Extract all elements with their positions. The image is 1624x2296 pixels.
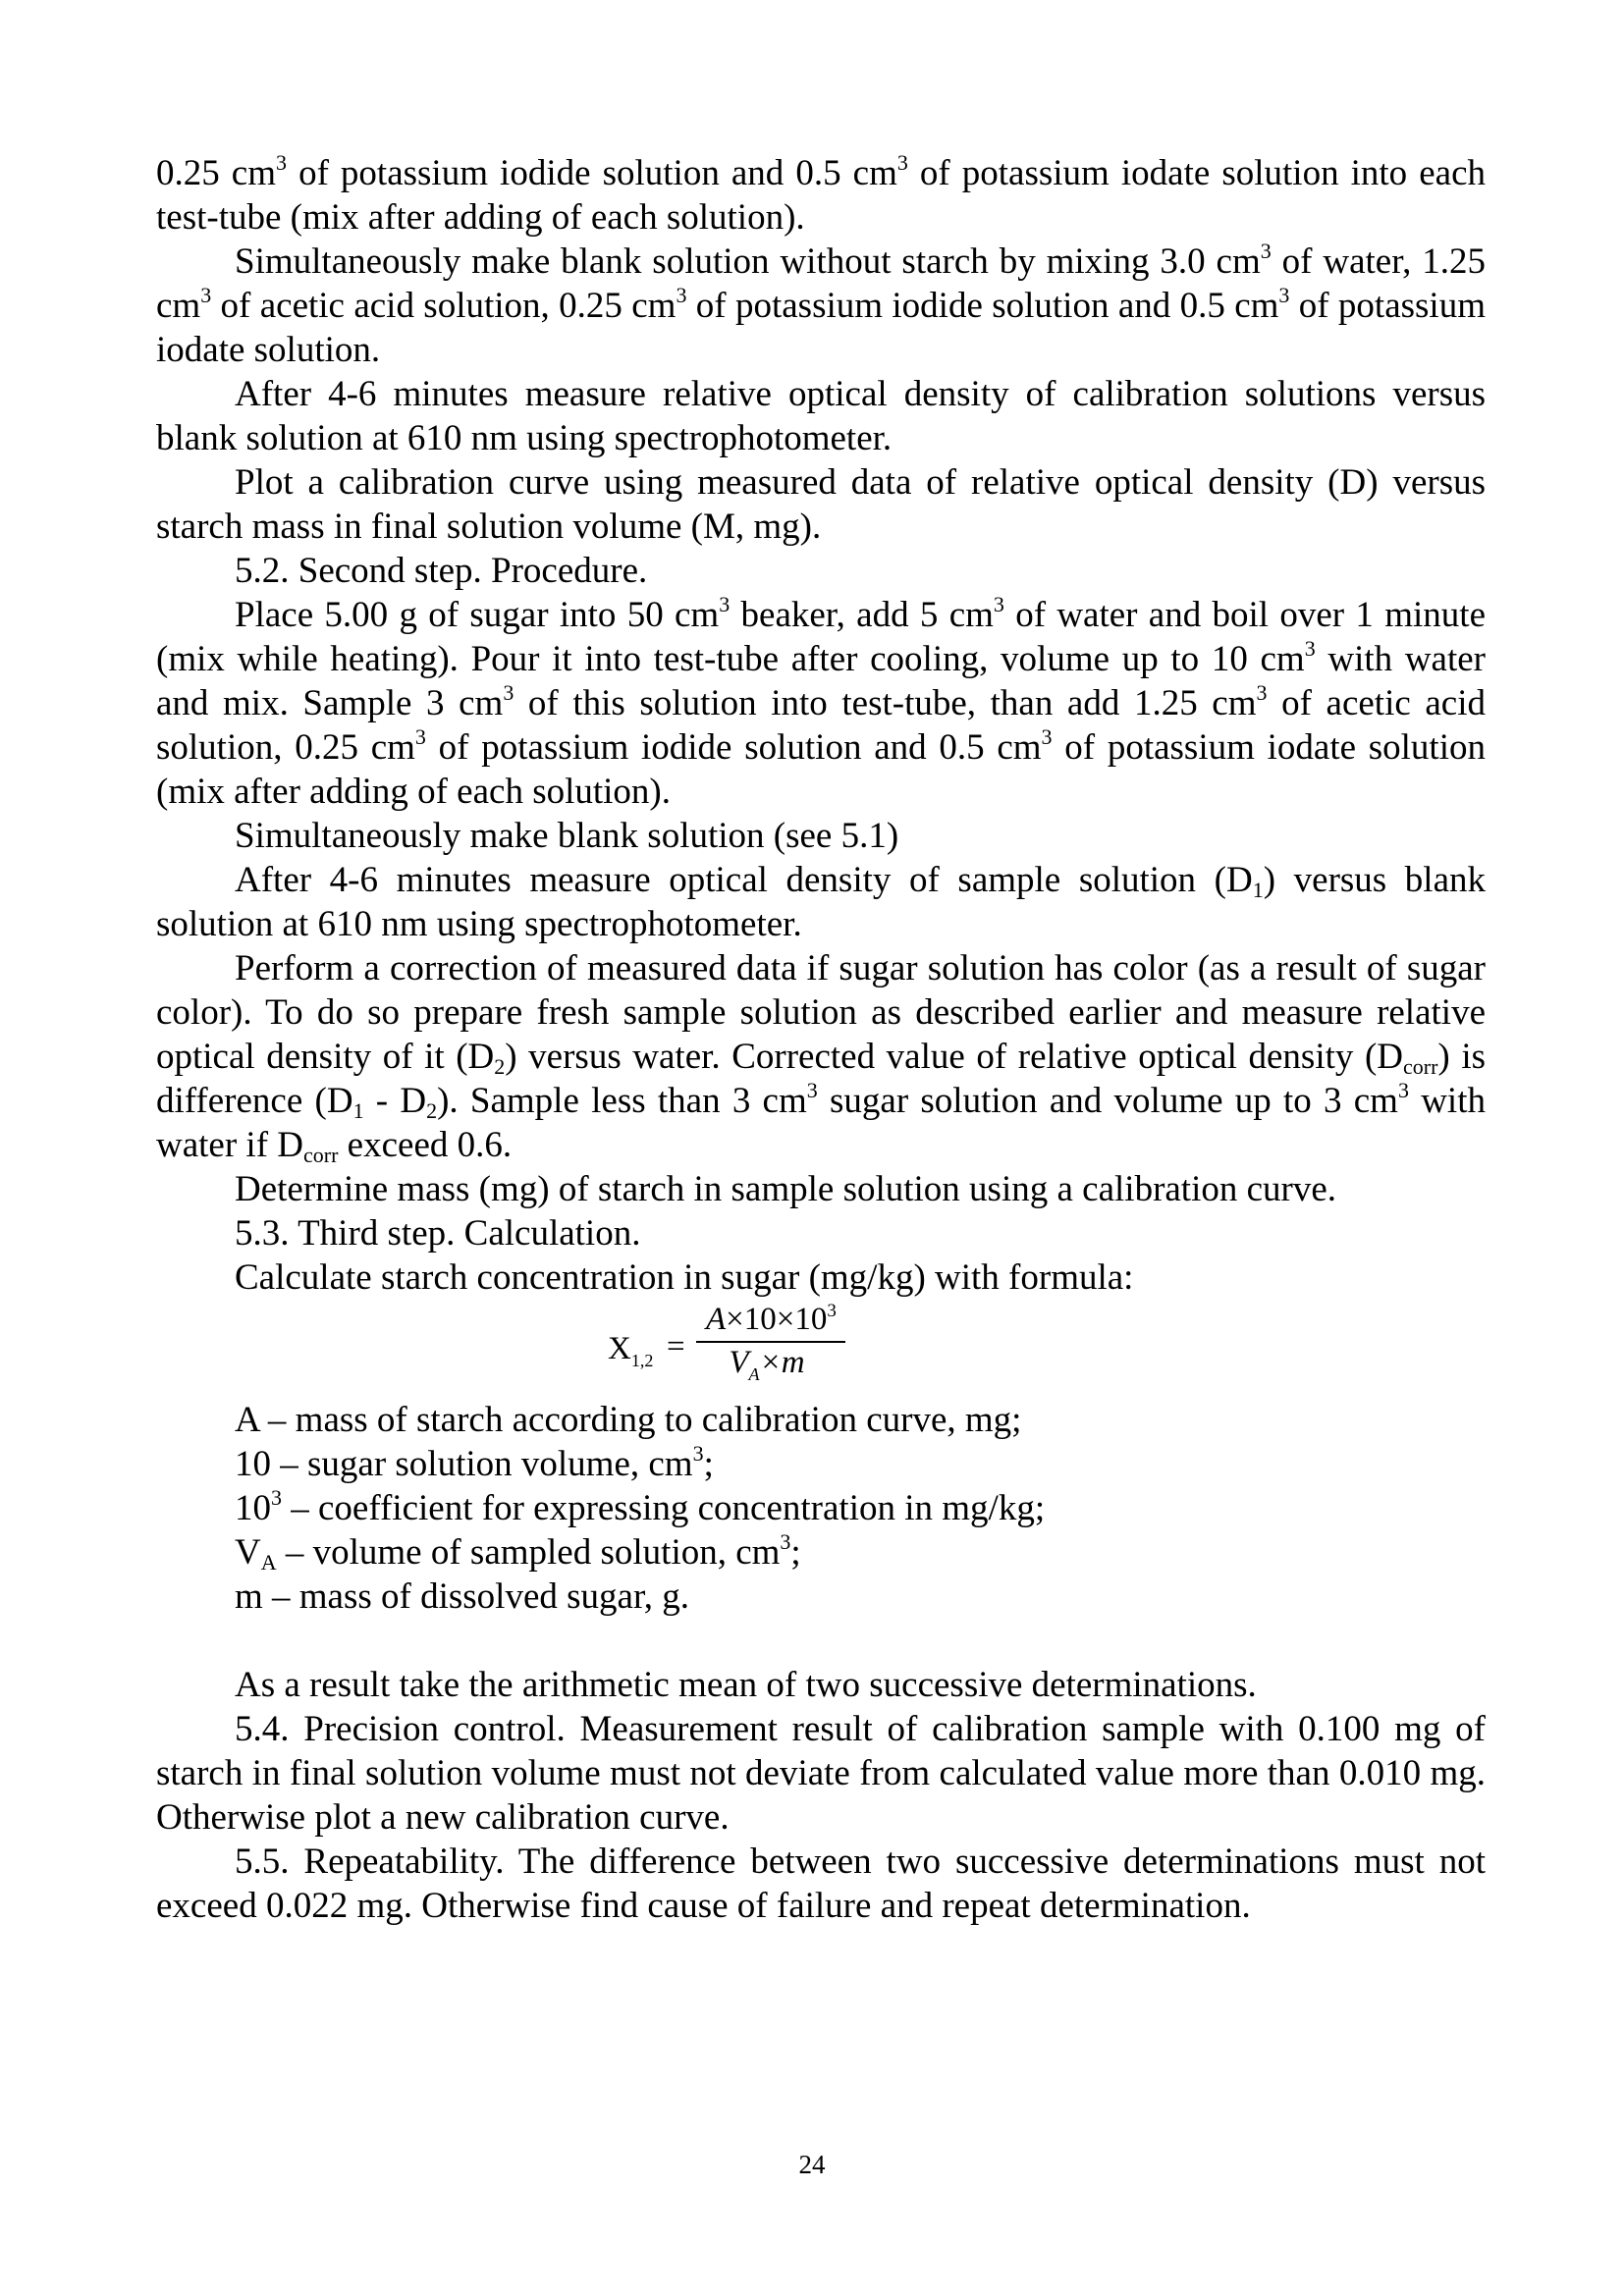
text: sugar solution and volume up to 3 cm <box>817 1081 1398 1121</box>
definition: A – mass of starch according to calibration curve, mg; <box>235 1400 1022 1440</box>
definition <box>235 1530 1486 1575</box>
superscript: 3 <box>1304 636 1316 661</box>
text: of water, 1.25 cm <box>156 241 1486 326</box>
paragraph: Determine mass (mg) of starch in sample solution using a calibration curve. <box>235 1169 1337 1209</box>
text: ) versus water. Corrected value of relative optical density (D <box>505 1037 1403 1077</box>
superscript: 3 <box>719 592 731 616</box>
subscript: 2 <box>494 1054 506 1079</box>
text: exceed 0.6. <box>338 1125 513 1165</box>
text: ; <box>790 1532 801 1573</box>
text: Place 5.00 g of sugar into 50 cm <box>235 595 720 635</box>
formula-subscript: 1,2 <box>630 1351 654 1370</box>
superscript: 3 <box>676 283 687 307</box>
superscript: 3 <box>271 1485 282 1510</box>
text: – volume of sampled solution, cm <box>276 1532 781 1573</box>
paragraph: Plot a calibration curve using measured data of relative optical density (D) versus starch mass in final solution volume (M, mg). <box>156 462 1486 547</box>
text: of potassium iodide solution and 0.5 cm <box>425 727 1042 768</box>
superscript: 3 <box>276 150 288 175</box>
section-heading: 5.3. Third step. Calculation. <box>235 1213 641 1254</box>
paragraph: 5.5. Repeatability. The difference between two successive determinations must not exceed 0.022 mg. Otherwise find cause of failure and repeat determination. <box>156 1842 1486 1926</box>
superscript: 3 <box>806 1078 818 1102</box>
subscript: A <box>260 1550 277 1575</box>
formula-subscript: A <box>748 1364 760 1384</box>
text: beaker, add 5 cm <box>730 595 994 635</box>
text: After 4-6 minutes measure optical density of sample solution (D <box>235 860 1253 900</box>
blank-line <box>156 1619 1486 1663</box>
paragraph <box>156 151 1486 240</box>
formula-variable: X <box>608 1331 631 1366</box>
superscript: 3 <box>200 283 212 307</box>
superscript: 3 <box>896 150 908 175</box>
text: 10 – sugar solution volume, cm <box>235 1444 693 1484</box>
formula-operand: ×10×10 <box>726 1302 828 1337</box>
text: of potassium iodate solution into each test-tube (mix after adding of each solution). <box>156 153 1486 238</box>
formula-equals: = <box>667 1329 685 1364</box>
paragraph: Simultaneously make blank solution (see 5.1) <box>235 816 899 856</box>
formula-variable: A <box>706 1302 727 1337</box>
formula-variable: V <box>729 1345 749 1380</box>
definition <box>235 1486 1486 1530</box>
text: of potassium iodide solution and 0.5 cm <box>287 153 897 193</box>
superscript: 3 <box>1256 680 1268 705</box>
text: – coefficient for expressing concentration in mg/kg; <box>282 1488 1046 1528</box>
paragraph <box>156 858 1486 946</box>
subscript: 1 <box>352 1098 364 1123</box>
paragraph: As a result take the arithmetic mean of two successive determinations. <box>235 1665 1257 1705</box>
text: ) is difference (D <box>156 1037 1486 1121</box>
subscript: 1 <box>1252 878 1264 902</box>
superscript: 3 <box>503 680 514 705</box>
text: V <box>235 1532 261 1573</box>
superscript: 3 <box>1260 239 1272 263</box>
text: ) versus blank solution at 610 nm using spectrophotometer. <box>156 860 1486 944</box>
paragraph <box>156 240 1486 372</box>
text: of acetic acid solution, 0.25 cm <box>211 286 677 326</box>
subscript: corr <box>303 1143 339 1167</box>
text: of acetic acid solution, 0.25 cm <box>156 683 1486 768</box>
superscript: 3 <box>1397 1078 1409 1102</box>
text: - D <box>363 1081 427 1121</box>
document-body <box>156 151 1486 1928</box>
formula-numerator <box>696 1300 837 1339</box>
text: of potassium iodate solution. <box>156 286 1486 370</box>
text: Perform a correction of measured data if sugar solution has color (as a result of sugar color). To do so prepare fresh sample solution as described earlier and measure relative optical density of it (D <box>156 948 1486 1077</box>
formula <box>156 1300 1486 1398</box>
paragraph: After 4-6 minutes measure relative optical density of calibration solutions versus blank solution at 610 nm using spectrophotometer. <box>156 374 1486 458</box>
text: ). Sample less than 3 cm <box>437 1081 807 1121</box>
subscript: 2 <box>426 1098 438 1123</box>
formula-lhs <box>608 1327 653 1371</box>
formula-denominator <box>696 1343 814 1382</box>
superscript: 3 <box>993 592 1004 616</box>
paragraph: Calculate starch concentration in sugar (mg/kg) with formula: <box>235 1257 1134 1298</box>
definition <box>235 1442 1486 1486</box>
text: of potassium iodate solution (mix after adding of each solution). <box>156 727 1486 812</box>
text: of water and boil over 1 minute (mix while heating). Pour it into test-tube after cooling, volume up to 10 cm <box>156 595 1486 679</box>
superscript: 3 <box>1041 724 1053 749</box>
text: ; <box>703 1444 714 1484</box>
text: Simultaneously make blank solution without starch by mixing 3.0 cm <box>235 241 1261 282</box>
text: of this solution into test-tube, than add 1.25 cm <box>514 683 1257 723</box>
superscript: 3 <box>692 1441 704 1466</box>
text: 10 <box>235 1488 271 1528</box>
superscript: 3 <box>414 724 426 749</box>
page-number: 24 <box>798 2150 826 2179</box>
paragraph <box>156 593 1486 814</box>
formula-superscript: 3 <box>827 1301 837 1321</box>
definition: m – mass of dissolved sugar, g. <box>235 1576 690 1617</box>
text: with water and mix. Sample 3 cm <box>156 639 1486 723</box>
paragraph <box>156 946 1486 1167</box>
subscript: corr <box>1403 1054 1438 1079</box>
paragraph: 5.4. Precision control. Measurement result of calibration sample with 0.100 mg of starch in final solution volume must not deviate from calculated value more than 0.010 mg. Otherwise plot a new calibration curve. <box>156 1709 1486 1838</box>
section-heading: 5.2. Second step. Procedure. <box>235 551 648 591</box>
text: 0.25 cm <box>156 153 277 193</box>
superscript: 3 <box>780 1529 791 1554</box>
superscript: 3 <box>1278 283 1290 307</box>
formula-operand: ×m <box>759 1345 805 1380</box>
text: of potassium iodide solution and 0.5 cm <box>686 286 1279 326</box>
formula-fraction <box>696 1300 837 1384</box>
text: with water if D <box>156 1081 1486 1165</box>
